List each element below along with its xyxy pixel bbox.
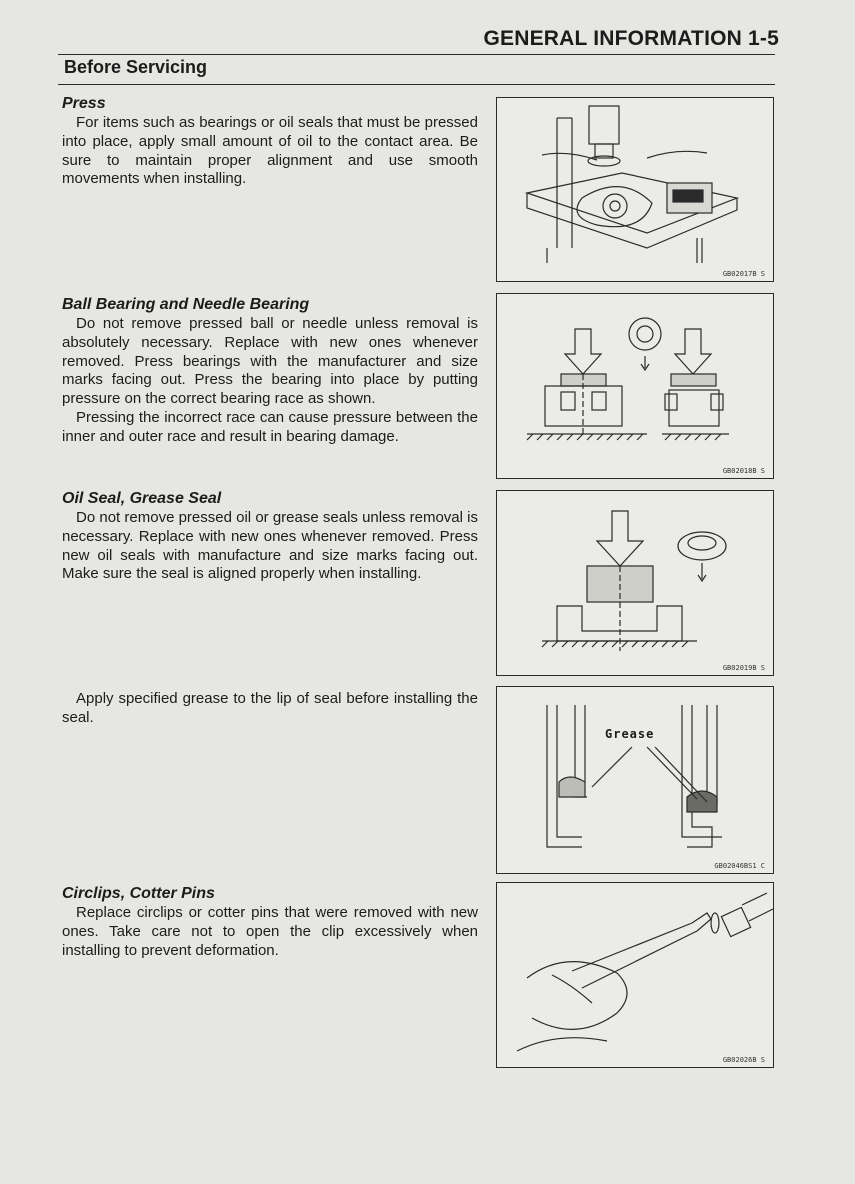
circlip-heading: Circlips, Cotter Pins [62, 885, 215, 902]
oil-seal-heading: Oil Seal, Grease Seal [62, 490, 222, 507]
bearing-paragraph-1: Do not remove pressed ball or needle unless removal is absolutely necessary. Replace with new ones whenever removed. Press bearings with the manufacturer and size marks facing out. Press the bearing into place by putting pressure on the correct bearing race as shown. [62, 315, 478, 408]
press-illustration [497, 98, 773, 281]
bearing-figure-code: GB02018B S [722, 467, 765, 475]
oil-seal-figure-code: GB02019B S [722, 664, 765, 672]
grease-figure-code: GB02046BS1 C [714, 862, 765, 870]
oil-seal-figure [496, 490, 774, 676]
header-rule [58, 54, 775, 55]
grease-section [62, 690, 478, 728]
grease-paragraph: Apply specified grease to the lip of seal before installing the seal. [62, 690, 478, 726]
press-section [62, 95, 478, 189]
grease-label: Grease [605, 727, 655, 741]
circlip-figure [496, 882, 774, 1068]
circlip-illustration [497, 883, 773, 1067]
press-heading: Press [62, 95, 106, 112]
press-figure [496, 97, 774, 282]
section-rule [58, 84, 775, 85]
bearing-heading: Ball Bearing and Needle Bearing [62, 296, 310, 313]
circlip-section [62, 885, 478, 960]
grease-figure [496, 686, 774, 874]
grease-illustration [497, 687, 773, 873]
press-paragraph: For items such as bearings or oil seals that must be pressed into place, apply small amount of oil to the contact area. Be sure to maintain proper alignment and use smooth movements when installing. [62, 114, 478, 188]
circlip-figure-code: GB02026B S [722, 1056, 765, 1064]
bearing-paragraph-2: Pressing the incorrect race can cause pressure between the inner and outer race and result in bearing damage. [62, 408, 478, 445]
page-header-title: GENERAL INFORMATION 1-5 [483, 27, 779, 50]
bearing-section [62, 296, 478, 447]
oil-seal-section [62, 490, 478, 584]
bearing-illustration [497, 294, 773, 478]
circlip-paragraph: Replace circlips or cotter pins that were removed with new ones. Take care not to open the clip excessively when installing to prevent deformation. [62, 904, 478, 959]
bearing-figure [496, 293, 774, 479]
oil-seal-illustration [497, 491, 773, 675]
oil-seal-paragraph: Do not remove pressed oil or grease seals unless removal is necessary. Replace with new ones whenever removed. Press new oil seals with manufacture and size marks facing out. Make sure the seal is aligned properly when installing. [62, 509, 478, 583]
section-label: Before Servicing [64, 57, 208, 77]
press-figure-code: GB02017B S [722, 270, 765, 278]
